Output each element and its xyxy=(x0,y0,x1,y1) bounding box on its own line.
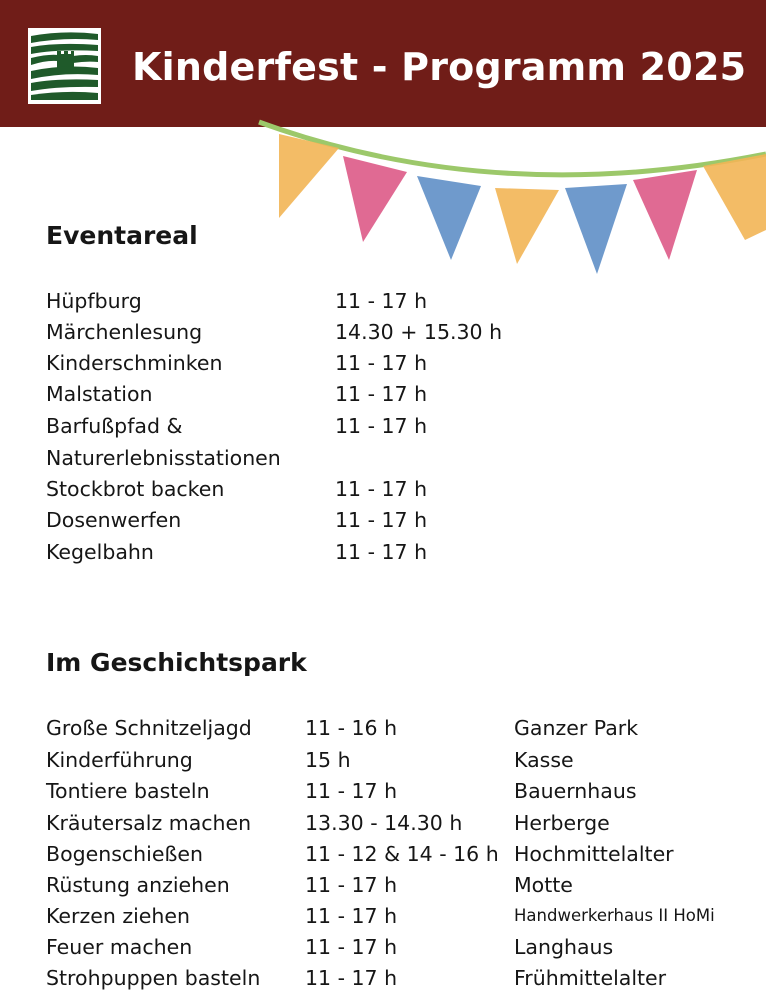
activity-name: Kinderführung xyxy=(46,748,193,772)
activity-name: Große Schnitzeljagd xyxy=(46,716,252,740)
activity-name: Kinderschminken xyxy=(46,351,223,375)
activity-time: 11 - 12 & 14 - 16 h xyxy=(305,842,499,866)
activity-name: Rüstung anziehen xyxy=(46,873,230,897)
activity-location: Hochmittelalter xyxy=(514,842,674,866)
section-title-geschichtspark: Im Geschichtspark xyxy=(46,648,307,677)
activity-location: Handwerkerhaus II HoMi xyxy=(514,906,715,925)
section-title-eventareal: Eventareal xyxy=(46,221,198,250)
activity-name: Strohpuppen basteln xyxy=(46,966,261,990)
activity-time: 11 - 16 h xyxy=(305,716,398,740)
page-title: Kinderfest - Programm 2025 xyxy=(132,45,747,89)
activity-name: Dosenwerfen xyxy=(46,508,182,532)
activity-location: Bauernhaus xyxy=(514,779,637,803)
activity-time: 11 - 17 h xyxy=(335,382,428,406)
activity-name: Bogenschießen xyxy=(46,842,203,866)
activity-name: Hüpfburg xyxy=(46,289,142,313)
activity-time: 15 h xyxy=(305,748,351,772)
activity-name: Stockbrot backen xyxy=(46,477,225,501)
activity-name: Tontiere basteln xyxy=(46,779,210,803)
bunting-garland-icon xyxy=(255,118,766,282)
activity-time: 11 - 17 h xyxy=(335,477,428,501)
activity-time: 14.30 + 15.30 h xyxy=(335,320,503,344)
activity-name: Feuer machen xyxy=(46,935,193,959)
activity-location: Herberge xyxy=(514,811,610,835)
activity-time: 13.30 - 14.30 h xyxy=(305,811,463,835)
activity-name: Malstation xyxy=(46,382,153,406)
activity-location: Frühmittelalter xyxy=(514,966,667,990)
activity-name: Märchenlesung xyxy=(46,320,203,344)
activity-time: 11 - 17 h xyxy=(305,904,398,928)
activity-time: 11 - 17 h xyxy=(335,414,428,438)
activity-time: 11 - 17 h xyxy=(305,935,398,959)
activity-time: 11 - 17 h xyxy=(335,289,428,313)
activity-location: Langhaus xyxy=(514,935,614,959)
activity-name: Kegelbahn xyxy=(46,540,154,564)
activity-name: Kerzen ziehen xyxy=(46,904,191,928)
activity-name: Naturerlebnisstationen xyxy=(46,446,281,470)
activity-time: 11 - 17 h xyxy=(335,508,428,532)
activity-time: 11 - 17 h xyxy=(305,779,398,803)
activity-location: Ganzer Park xyxy=(514,716,639,740)
activity-location: Kasse xyxy=(514,748,574,772)
header-banner xyxy=(0,0,766,127)
castle-landscape-logo xyxy=(28,28,101,104)
activity-name: Kräutersalz machen xyxy=(46,811,252,835)
activity-name: Barfußpfad & xyxy=(46,414,183,438)
activity-time: 11 - 17 h xyxy=(305,966,398,990)
activity-time: 11 - 17 h xyxy=(335,351,428,375)
activity-time: 11 - 17 h xyxy=(305,873,398,897)
activity-location: Motte xyxy=(514,873,573,897)
activity-time: 11 - 17 h xyxy=(335,540,428,564)
